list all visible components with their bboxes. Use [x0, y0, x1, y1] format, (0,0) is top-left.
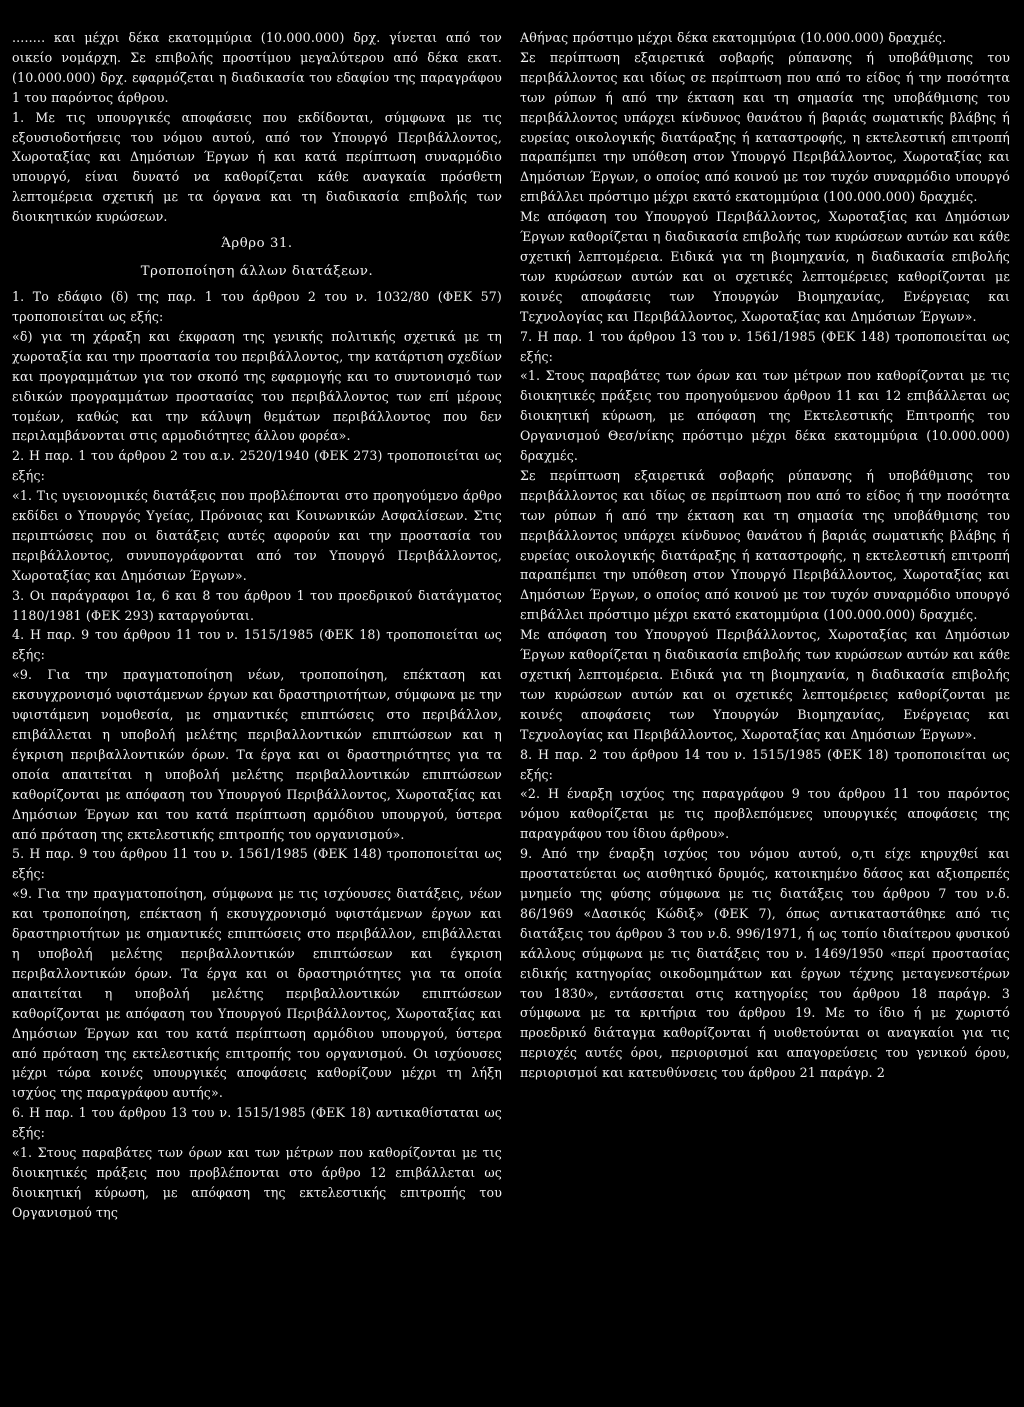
paragraph: «1. Τις υγειονομικές διατάξεις που προβλέπονται στο προηγούμενο άρθρο εκδίδει ο Υπουργός Υγείας, Πρόνοιας και Κοινωνικών Ασφαλίσεων. Στις περιπτώσεις που οι διατάξεις αυτές αφορούν και την προστασία του περιβάλλοντος, συνυπογράφονται από τον Υπουργό Περιβάλλοντος, Χωροταξίας και Δημόσιων Έργων». [12, 488, 502, 583]
paragraph: 4. Η παρ. 9 του άρθρου 11 του ν. 1515/1985 (ΦΕΚ 18) τροποποιείται ως εξής: [12, 627, 502, 663]
paragraph: «δ) για τη χάραξη και έκφραση της γενικής πολιτικής σχετικά με τη χωροταξία και την προστασία του περιβάλλοντος, την κατάρτιση σχεδίων και προγραμμάτων για τον σκοπό της εφαρμογής και το συντονισμό των ειδικών προγραμμάτων προστασίας του περιβάλλοντος των επί μέρους τομέων, καθώς και την κάλυψη θεμάτων περιβάλλοντος που δεν περιλαμβάνονται στις αρμοδιότητες άλλου φορέα». [12, 328, 502, 444]
paragraph: «9. Για την πραγματοποίηση νέων, τροποποίηση, επέκταση και εκσυγχρονισμό υφιστάμενων έργων και δραστηριοτήτων, σύμφωνα με την υφιστάμενη νομοθεσία, με σημαντικές επιπτώσεις στο περιβάλλον, επιβάλλεται η υποβολή μελέτης περιβαλλοντικών επιπτώσεων και η έγκριση περιβαλλοντικών όρων. Τα έργα και οι δραστηριότητες για τα οποία απαιτείται η υποβολή μελέτης περιβαλλοντικών επιπτώσεων καθορίζονται με απόφαση του Υπουργού Περιβάλλοντος, Χωροταξίας και Δημόσιων Έργων και του κατά περίπτωση αρμόδιου υπουργού, ύστερα από πρόταση της εκτελεστικής επιτροπής του οργανισμού». [12, 667, 502, 842]
paragraph: ........ και μέχρι δέκα εκατομμύρια (10.000.000) δρχ. γίνεται από τον οικείο νομάρχη. Σε επιβολής προστίμου μεγαλύτερου από δέκα εκατ. (10.000.000) δρχ. εφαρμόζεται η διαδικασία του εδαφίου της παραγράφου 1 του παρόντος άρθρου. [12, 30, 502, 105]
article-heading: Άρθρο 31. [221, 236, 293, 252]
paragraph: 2. Η παρ. 1 του άρθρου 2 του α.ν. 2520/1940 (ΦΕΚ 273) τροποποιείται ως εξής: [12, 448, 502, 484]
paragraph: 3. Οι παράγραφοι 1α, 6 και 8 του άρθρου 1 του προεδρικού διατάγματος 1180/1981 (ΦΕΚ 293) καταργούνται. [12, 587, 502, 623]
paragraph: 6. Η παρ. 1 του άρθρου 13 του ν. 1515/1985 (ΦΕΚ 18) αντικαθίσταται ως εξής: [12, 1105, 502, 1141]
paragraph: «1. Στους παραβάτες των όρων και των μέτρων που καθορίζονται με τις διοικητικές πράξεις του προηγούμενου άρθρου 11 και 12 επιβάλλεται ως διοικητική κύρωση, με απόφαση της Εκτελεστικής Επιτροπής του Οργανισμού Θεσ/νίκης πρόστιμο μέχρι δέκα εκατομμύρια (10.000.000) δραχμές. [520, 368, 1010, 464]
paragraph: 5. Η παρ. 9 του άρθρου 11 του ν. 1561/1985 (ΦΕΚ 148) τροποποιείται ως εξής: [12, 846, 502, 882]
paragraph: Σε περίπτωση εξαιρετικά σοβαρής ρύπανσης ή υποβάθμισης του περιβάλλοντος και ιδίως σε περίπτωση που από το είδος ή την ποσότητα των ρύπων ή από την έκταση και τη σημασία της υποβάθμισης του περιβάλλοντος υπάρχει κίνδυνος θανάτου ή βαριάς σωματικής βλάβης ή ευρείας οικολογικής διατάραξης ή καταστροφής, η εκτελεστική επιτροπή παραπέμπει την υπόθεση στον Υπουργό Περιβάλλοντος, Χωροταξίας και Δημόσιων Έργων, ο οποίος από κοινού με τον τυχόν συναρμόδιο υπουργό επιβάλλει πρόστιμο μέχρι εκατό εκατομμύρια (100.000.000) δραχμές. [520, 467, 1010, 623]
paragraph: «9. Για την πραγματοποίηση, σύμφωνα με τις ισχύουσες διατάξεις, νέων και τροποποίηση, επέκταση ή εκσυγχρονισμό υφιστάμενων έργων και δραστηριοτήτων με σημαντικές επιπτώσεις στο περιβάλλον, επιβάλλεται η υποβολή μελέτης περιβαλλοντικών επιπτώσεων και έγκριση περιβαλλοντικών όρων. Τα έργα και οι δραστηριότητες για τα οποία απαιτείται η υποβολή μελέτης περιβαλλοντικών επιπτώσεων καθορίζονται με απόφαση του Υπουργού Περιβάλλοντος, Χωροταξίας και Δημόσιων Έργων και του κατά περίπτωση αρμόδιου υπουργού, ύστερα από πρόταση της εκτελεστικής επιτροπής του οργανισμού. Οι ισχύουσες μέχρι τώρα κοινές υπουργικές αποφάσεις καθορίζουν μέχρι τη λήξη ισχύος της παραγράφου αυτής». [12, 886, 502, 1101]
paragraph: 9. Από την έναρξη ισχύος του νόμου αυτού, ο,τι είχε κηρυχθεί και προστατεύεται ως αισθητικό δρυμός, κατοικημένο δάσος και αξιοπρεπές μνημείο της φύσης σύμφωνα με τις διατάξεις του άρθρου 7 του ν.δ. 86/1969 «Δασικός Κώδιξ» (ΦΕΚ 7), όπως αντικαταστάθηκε από τις διατάξεις του άρθρου 3 του ν.δ. 996/1971, ή ως τοπίο ιδιαίτερου φυσικού κάλλους σύμφωνα με τις διατάξεις του ν. 1469/1950 «περί προστασίας ειδικής κατηγορίας οικοδομημάτων και έργων τέχνης μεταγενεστέρων του 1830», εντάσσεται στις κατηγορίες του άρθρου 18 παράγρ. 3 σύμφωνα με τα κριτήρια του άρθρου 19. Με το ίδιο ή με χωριστό προεδρικό διάταγμα καθορίζονται ή υιοθετούνται οι αναγκαίοι για τις περιοχές αυτές όροι, περιορισμοί και απαγορεύσεις του γενικού όρου, περιορισμοί και κατευθύνσεις του άρθρου 21 παράγρ. 2 [520, 846, 1010, 1081]
paragraph: 8. Η παρ. 2 του άρθρου 14 του ν. 1515/1985 (ΦΕΚ 18) τροποποιείται ως εξής: [520, 746, 1010, 782]
paragraph: Με απόφαση του Υπουργού Περιβάλλοντος, Χωροταξίας και Δημόσιων Έργων καθορίζεται η διαδικασία επιβολής των κυρώσεων αυτών και κάθε σχετική λεπτομέρεια. Ειδικά για τη βιομηχανία, η διαδικασία επιβολής των κυρώσεων αυτών και οι σχετικές λεπτομέρειες καθορίζονται με κοινές αποφάσεις των Υπουργών Βιομηχανίας, Ενέργειας και Τεχνολογίας και Περιβάλλοντος, Χωροταξίας και Δημόσιων Έργων». [520, 209, 1010, 324]
right-column [520, 28, 1010, 1397]
paragraph: «2. Η έναρξη ισχύος της παραγράφου 9 του άρθρου 11 του παρόντος νόμου καθορίζεται με τις προβλεπόμενες υπουργικές αποφάσεις της παραγράφου του ίδιου άρθρου». [520, 786, 1010, 842]
paragraph: 7. Η παρ. 1 του άρθρου 13 του ν. 1561/1985 (ΦΕΚ 148) τροποποιείται ως εξής: [520, 328, 1010, 364]
paragraph: Αθήνας πρόστιμο μέχρι δέκα εκατομμύρια (10.000.000) δραχμές. [520, 30, 947, 45]
paragraph: Σε περίπτωση εξαιρετικά σοβαρής ρύπανσης ή υποβάθμισης του περιβάλλοντος και ιδίως σε περίπτωση που από το είδος ή την ποσότητα των ρύπων ή από την έκταση και τη σημασία της υποβάθμισης του περιβάλλοντος υπάρχει κίνδυνος θανάτου ή βαριάς σωματικής βλάβης ή ευρείας οικολογικής διατάραξης ή καταστροφής, η εκτελεστική επιτροπή παραπέμπει την υπόθεση στον Υπουργό Περιβάλλοντος, Χωροταξίας και Δημόσιων Έργων, ο οποίος από κοινού με τον τυχόν συναρμόδιο υπουργό επιβάλλει πρόστιμο μέχρι εκατό εκατομμύρια (100.000.000) δραχμές. [520, 49, 1010, 205]
paragraph: Με απόφαση του Υπουργού Περιβάλλοντος, Χωροταξίας και Δημόσιων Έργων καθορίζεται η διαδικασία επιβολής των κυρώσεων αυτών και κάθε σχετική λεπτομέρεια. Ειδικά για τη βιομηχανία, η διαδικασία επιβολής των κυρώσεων αυτών και οι σχετικές λεπτομέρειες καθορίζονται με κοινές αποφάσεις των Υπουργών Βιομηχανίας, Ενέργειας και Τεχνολογίας και Περιβάλλοντος, Χωροταξίας και Δημόσιων Έργων». [520, 627, 1010, 742]
paragraph: 1. Με τις υπουργικές αποφάσεις που εκδίδονται, σύμφωνα με τις εξουσιοδοτήσεις του νόμου αυτού, από τον Υπουργό Περιβάλλοντος, Χωροταξίας και Δημόσιων Έργων ή και κατά περίπτωση συναρμόδιο υπουργό, είναι δυνατό να καθορίζεται κάθε αναγκαία πρόσθετη λεπτομέρεια σχετική με τα όργανα και τη διαδικασία επιβολής των διοικητικών κυρώσεων. [12, 109, 502, 225]
paragraph: «1. Στους παραβάτες των όρων και των μέτρων που καθορίζονται με τις διοικητικές πράξεις που προβλέπονται στο άρθρο 12 επιβάλλεται ως διοικητική κύρωση, με απόφαση της εκτελεστικής επιτροπής του Οργανισμού της [12, 1145, 502, 1220]
paragraph: 1. Το εδάφιο (δ) της παρ. 1 του άρθρου 2 του ν. 1032/80 (ΦΕΚ 57) τροποποιείται ως εξής: [12, 289, 502, 324]
left-column [12, 28, 502, 1397]
article-heading: Τροποποίηση άλλων διατάξεων. [140, 264, 374, 280]
